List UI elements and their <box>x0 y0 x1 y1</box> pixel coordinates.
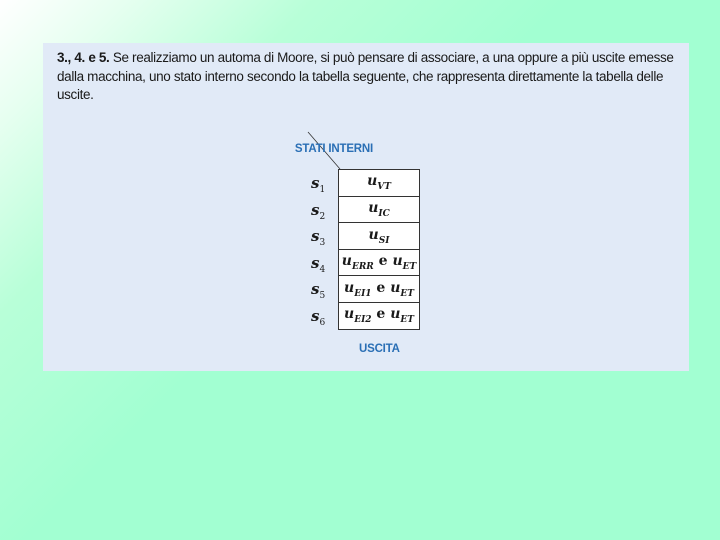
state-label: $s_6$ <box>311 306 326 328</box>
table-row <box>339 223 420 250</box>
state-label: $s_3$ <box>311 227 326 249</box>
content-panel <box>43 43 689 371</box>
output-cell: $u_{IC}$ <box>339 196 420 223</box>
state-label: $s_1$ <box>311 174 326 195</box>
table-row <box>339 170 420 197</box>
output-cell: $u_{EI1}$ e $u_{ET}$ <box>339 276 420 303</box>
output-cell: $u_{VT}$ <box>339 170 420 197</box>
table-row <box>339 302 420 329</box>
state-label: $s_4$ <box>311 253 326 275</box>
output-cell: $u_{SI}$ <box>339 223 420 250</box>
output-table <box>338 169 420 330</box>
state-label: $s_5$ <box>311 280 326 302</box>
state-column <box>311 170 335 330</box>
output-cell: $u_{ERR}$ e $u_{ET}$ <box>339 249 420 276</box>
row-header-label: STATI INTERNI <box>294 143 373 155</box>
column-footer-label: USCITA <box>359 343 400 355</box>
intro-text: Se realizziamo un automa di Moore, si può pensare di associare, a una oppure a più uscite emesse dalla macchina, uno stato interno secondo la tabella seguente, che rappresenta direttamente la tabella delle uscite. <box>57 50 674 102</box>
table-row <box>339 196 420 223</box>
table-row <box>339 276 420 303</box>
state-label: $s_2$ <box>311 200 326 222</box>
table-row <box>339 249 420 276</box>
output-cell: $u_{EI2}$ e $u_{ET}$ <box>339 302 420 329</box>
exercise-numbers: 3., 4. e 5. <box>57 50 110 65</box>
